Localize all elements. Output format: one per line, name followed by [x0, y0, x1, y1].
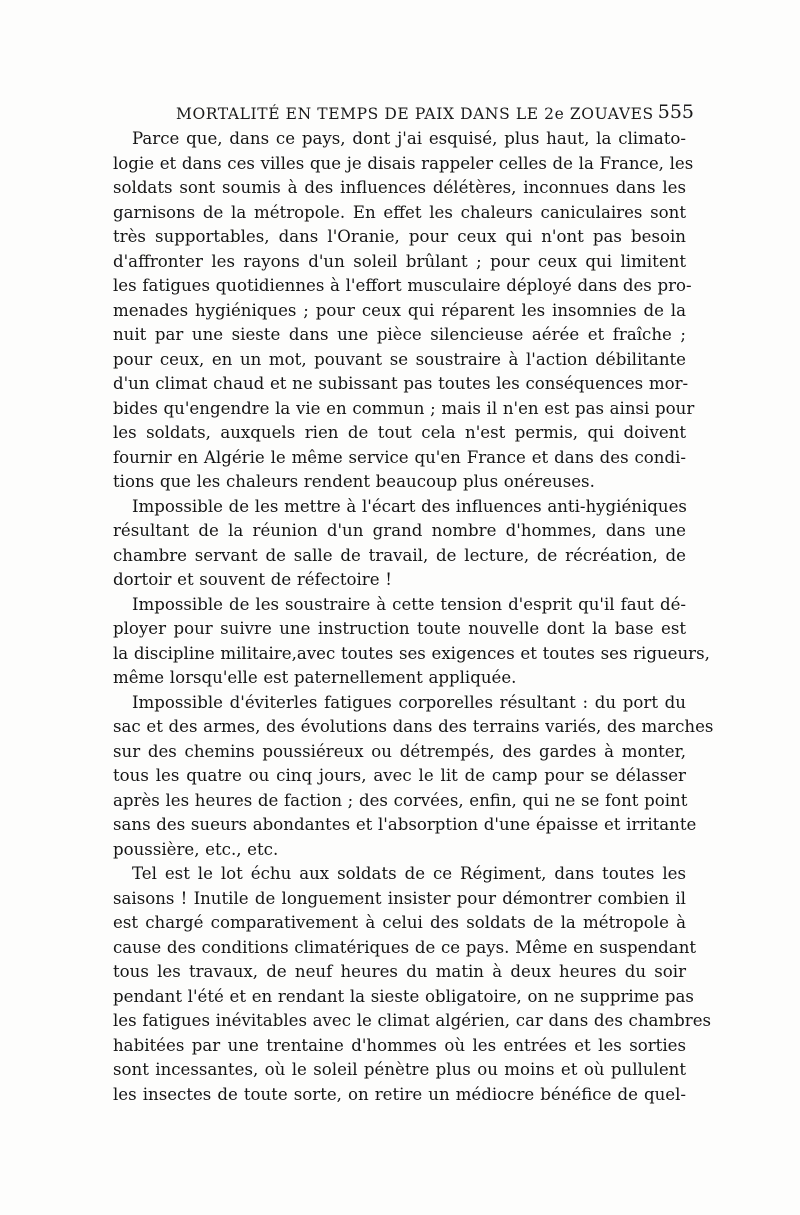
text-line: fournir en Algérie le même service qu'en France et dans des condi-: [113, 447, 686, 467]
page-number: 555: [657, 101, 694, 123]
text-line: est chargé comparativement à celui des soldats de la métropole à: [113, 913, 686, 932]
text-line: garnisons de la métropole. En effet les chaleurs caniculaires sont: [113, 202, 686, 222]
text-line: Impossible de les soustraire à cette tension d'esprit qu'il faut dé-: [132, 594, 686, 614]
text-line: après les heures de faction ; des corvées, enfin, qui ne se font point: [113, 790, 688, 810]
text-line: très supportables, dans l'Oranie, pour ceux qui n'ont pas besoin: [113, 227, 686, 246]
text-line: soldats sont soumis à des influences délétères, inconnues dans les: [113, 178, 686, 197]
text-line: nuit par une sieste dans une pièce silencieuse aérée et fraîche ;: [113, 325, 686, 344]
text-line: logie et dans ces villes que je disais rappeler celles de la France, les: [113, 153, 694, 173]
paragraph: [113, 495, 686, 593]
text-line: la discipline militaire,avec toutes ses exigences et toutes ses rigueurs,: [113, 643, 710, 663]
text-line: tions que les chaleurs rendent beaucoup plus onéreuses.: [113, 472, 595, 491]
text-line: tous les travaux, de neuf heures du matin à deux heures du soir: [113, 962, 686, 981]
text-line: chambre servant de salle de travail, de lecture, de récréation, de: [113, 545, 686, 565]
paragraph: [113, 691, 714, 863]
text-line: sont incessantes, où le soleil pénètre plus ou moins et où pullulent: [113, 1060, 686, 1079]
text-line: Impossible d'éviterles fatigues corporelles résultant : du port du: [132, 692, 686, 712]
text-line: cause des conditions climatériques de ce pays. Même en suspendant: [113, 937, 697, 957]
text-line: d'affronter les rayons d'un soleil brûlant ; pour ceux qui limitent: [113, 251, 686, 271]
text-line: saisons ! Inutile de longuement insister pour démontrer combien il: [113, 888, 686, 908]
paragraph: [113, 593, 710, 691]
running-header: [176, 101, 694, 127]
text-line: sac et des armes, des évolutions dans des terrains variés, des marches: [113, 717, 714, 736]
running-title: MORTALITÉ EN TEMPS DE PAIX DANS LE 2e ZOUAVES: [176, 105, 654, 123]
text-line: bides qu'engendre la vie en commun ; mais il n'en est pas ainsi pour: [113, 398, 695, 418]
text-line: dortoir et souvent de réfectoire !: [113, 570, 392, 589]
text-line: même lorsqu'elle est paternellement appliquée.: [113, 668, 517, 687]
text-line: Parce que, dans ce pays, dont j'ai esquisé, plus haut, la climato-: [132, 129, 686, 148]
text-line: pendant l'été et en rendant la sieste obligatoire, on ne supprime pas: [113, 986, 694, 1006]
text-line: tous les quatre ou cinq jours, avec le lit de camp pour se délasser: [113, 766, 686, 785]
text-line: sans des sueurs abondantes et l'absorption d'une épaisse et irritante: [113, 815, 697, 834]
text-line: résultant de la réunion d'un grand nombre d'hommes, dans une: [113, 521, 686, 540]
body-text: [113, 127, 714, 1107]
text-line: les fatigues inévitables avec le climat algérien, car dans des chambres: [113, 1011, 712, 1030]
text-line: les soldats, auxquels rien de tout cela n'est permis, qui doivent: [113, 423, 686, 442]
text-line: Tel est le lot échu aux soldats de ce Régiment, dans toutes les: [132, 864, 686, 883]
text-line: sur des chemins poussiéreux ou détrempés, des gardes à monter,: [113, 741, 686, 761]
text-line: d'un climat chaud et ne subissant pas toutes les conséquences mor-: [113, 374, 689, 393]
text-line: poussière, etc., etc.: [113, 839, 279, 859]
text-line: les insectes de toute sorte, on retire un médiocre bénéfice de quel-: [113, 1084, 686, 1104]
text-line: Impossible de les mettre à l'écart des influences anti-hygiéniques: [132, 496, 687, 516]
text-line: ployer pour suivre une instruction toute nouvelle dont la base est: [113, 619, 686, 638]
text-line: les fatigues quotidiennes à l'effort musculaire déployé dans des pro-: [113, 276, 692, 295]
text-line: menades hygiéniques ; pour ceux qui réparent les insomnies de la: [113, 300, 686, 320]
paragraph: [113, 862, 712, 1107]
paragraph: [113, 127, 695, 495]
text-line: habitées par une trentaine d'hommes où les entrées et les sorties: [113, 1035, 686, 1055]
text-line: pour ceux, en un mot, pouvant se soustraire à l'action débilitante: [113, 349, 686, 369]
